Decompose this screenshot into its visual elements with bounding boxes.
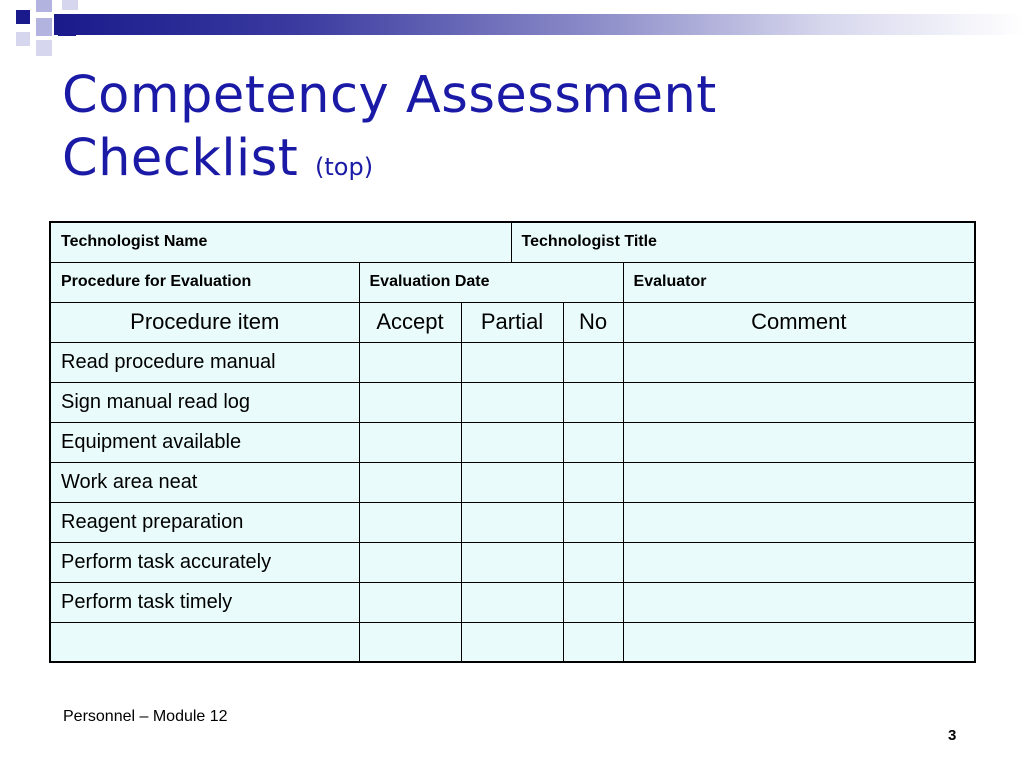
partial-cell[interactable] (461, 542, 563, 582)
title-suffix: (top) (315, 153, 374, 181)
accept-cell[interactable] (359, 422, 461, 462)
procedure-item-cell: Read procedure manual (50, 342, 359, 382)
partial-cell[interactable] (461, 342, 563, 382)
technologist-title-field[interactable]: Technologist Title (511, 222, 975, 262)
accept-cell[interactable] (359, 342, 461, 382)
procedure-item-cell: Work area neat (50, 462, 359, 502)
header-row-1 (50, 222, 975, 262)
decor-square (62, 0, 78, 10)
procedure-item-cell: Sign manual read log (50, 382, 359, 422)
procedure-for-evaluation-field[interactable]: Procedure for Evaluation (50, 262, 359, 302)
column-header-procedure-item: Procedure item (50, 302, 359, 342)
comment-cell[interactable] (623, 342, 975, 382)
partial-cell[interactable] (461, 422, 563, 462)
title-line-2 (62, 127, 962, 199)
partial-cell[interactable] (461, 502, 563, 542)
table-row (50, 582, 975, 622)
header-gradient-bar (54, 14, 1024, 35)
decor-square (36, 18, 52, 36)
accept-cell[interactable] (359, 502, 461, 542)
no-cell[interactable] (563, 342, 623, 382)
partial-cell[interactable] (461, 582, 563, 622)
footer-text: Personnel – Module 12 (63, 708, 228, 725)
decor-square (16, 10, 30, 24)
comment-cell[interactable] (623, 542, 975, 582)
decor-square (36, 0, 52, 12)
partial-cell[interactable] (461, 462, 563, 502)
no-cell[interactable] (563, 462, 623, 502)
table-row (50, 342, 975, 382)
table-row (50, 622, 975, 662)
header-row-2 (50, 262, 975, 302)
table-row (50, 422, 975, 462)
no-cell[interactable] (563, 382, 623, 422)
decor-square (16, 32, 30, 46)
no-cell[interactable] (563, 622, 623, 662)
evaluation-date-field[interactable]: Evaluation Date (359, 262, 623, 302)
table-row (50, 542, 975, 582)
accept-cell[interactable] (359, 382, 461, 422)
accept-cell[interactable] (359, 542, 461, 582)
page-number: 3 (948, 727, 957, 744)
comment-cell[interactable] (623, 622, 975, 662)
title-line-1: Competency Assessment (62, 66, 717, 125)
accept-cell[interactable] (359, 582, 461, 622)
column-header-no: No (563, 302, 623, 342)
comment-cell[interactable] (623, 382, 975, 422)
column-header-comment: Comment (623, 302, 975, 342)
column-header-row (50, 302, 975, 342)
partial-cell[interactable] (461, 382, 563, 422)
procedure-item-cell: Perform task timely (50, 582, 359, 622)
procedure-item-cell: Perform task accurately (50, 542, 359, 582)
column-header-accept: Accept (359, 302, 461, 342)
comment-cell[interactable] (623, 582, 975, 622)
decor-square (36, 40, 52, 56)
accept-cell[interactable] (359, 622, 461, 662)
checklist-table (49, 221, 976, 663)
column-header-partial: Partial (461, 302, 563, 342)
comment-cell[interactable] (623, 462, 975, 502)
no-cell[interactable] (563, 502, 623, 542)
no-cell[interactable] (563, 582, 623, 622)
table-row (50, 382, 975, 422)
comment-cell[interactable] (623, 422, 975, 462)
slide-title (62, 64, 962, 199)
technologist-name-field[interactable]: Technologist Name (50, 222, 511, 262)
partial-cell[interactable] (461, 622, 563, 662)
no-cell[interactable] (563, 422, 623, 462)
accept-cell[interactable] (359, 462, 461, 502)
no-cell[interactable] (563, 542, 623, 582)
title-checklist: Checklist (62, 129, 299, 188)
procedure-item-cell: Equipment available (50, 422, 359, 462)
evaluator-field[interactable]: Evaluator (623, 262, 975, 302)
procedure-item-cell[interactable] (50, 622, 359, 662)
table-row (50, 502, 975, 542)
comment-cell[interactable] (623, 502, 975, 542)
procedure-item-cell: Reagent preparation (50, 502, 359, 542)
table-row (50, 462, 975, 502)
